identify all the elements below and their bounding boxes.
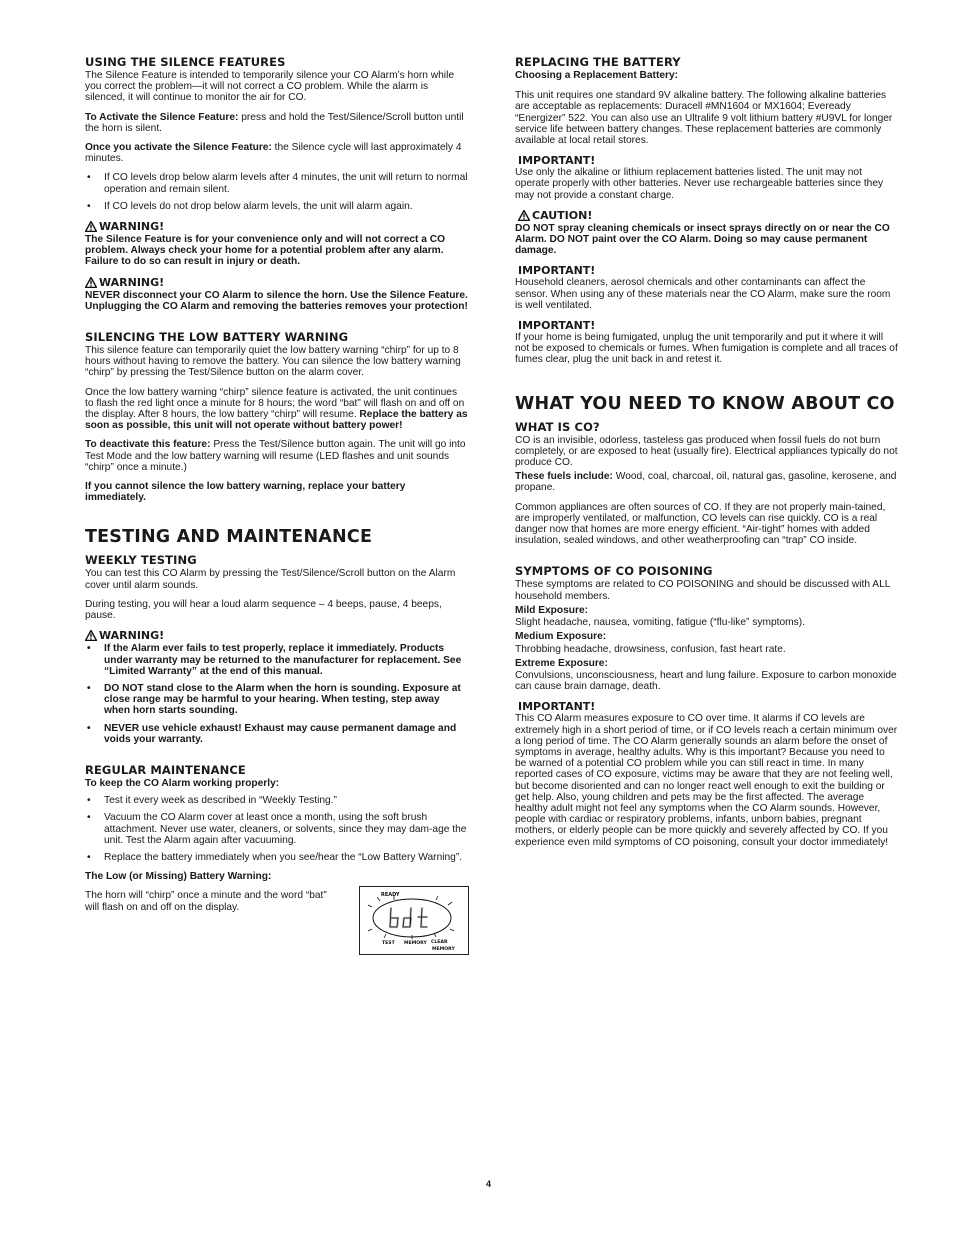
left-column (85, 55, 468, 921)
lowbatt-p4: If you cannot silence the low battery warning, replace your battery immediately. (85, 481, 406, 504)
activate-label: To Activate the Silence Feature: (85, 111, 239, 123)
bat-display-icon (360, 887, 468, 954)
warning-heading (85, 220, 468, 233)
symptoms-heading: SYMPTOMS OF CO POISONING (515, 564, 713, 579)
symptoms-intro: These symptoms are related to CO POISONING and should be discussed with ALL household members. (515, 579, 891, 602)
lcd-display-illustration (359, 886, 469, 955)
ready-label: READY (381, 892, 400, 898)
what-p1: CO is an invisible, odorless, tasteless gas produced when fossil fuels do not burn completely, or are exposed to heat (usually fire). Electrical appliances typically do not produce CO. (515, 434, 898, 469)
important-heading: IMPORTANT! (518, 154, 596, 168)
regular-bullets (85, 795, 468, 863)
once-label: Once you activate the Silence Feature: (85, 142, 272, 154)
regular-heading: REGULAR MAINTENANCE (85, 762, 246, 777)
mild-text: Slight headache, nausea, vomiting, fatigue (“flu-like” symptoms). (515, 617, 805, 629)
clear-memory-label: MEMORY (432, 947, 455, 952)
important-heading: IMPORTANT! (518, 700, 596, 714)
testing-warning-bullets (85, 643, 468, 745)
warning-label: WARNING! (99, 629, 165, 643)
deactivate-text: Press the Test/Silence button again. The unit will go into Test Mode and the low battery warning will resume (LED flashes and unit sounds “chirp” once a minute.) (85, 439, 466, 473)
list-item: • Test it every week as described in “Weekly Testing.” (85, 795, 468, 806)
list-item: • Replace the battery immediately when you see/hear the “Low Battery Warning”. (85, 852, 468, 863)
once-text: the Silence cycle will last approximately 4 minutes. (85, 142, 462, 165)
silence-activate (85, 112, 468, 134)
right-column (515, 55, 898, 856)
important-text: Household cleaners, aerosol chemicals and other contaminants can affect the sensor. When using any of these materials near the CO Alarm, make sure the room is well ventilated. (515, 277, 891, 311)
lowbatt-p2-bold: Replace the battery as soon as possible, this unit will not operate without battery power! (85, 409, 468, 432)
important-heading: IMPORTANT! (518, 264, 596, 278)
battery-heading: REPLACING THE BATTERY (515, 55, 681, 69)
fuels-p (515, 471, 898, 493)
list-item: • NEVER use vehicle exhaust! Exhaust may cause permanent damage and voids your warranty. (85, 723, 468, 745)
warning-triangle-icon (85, 221, 97, 232)
list-item: • If CO levels drop below alarm levels after 4 minutes, the unit will return to normal operation and remain silent. (85, 172, 468, 194)
list-item: • Vacuum the CO Alarm cover at least once a month, using the soft brush attachment. Never use water, cleaners, or solvents, since they may dam-age the unit. Test the Alarm again after vacuuming. (85, 812, 468, 846)
important-heading: IMPORTANT! (518, 319, 596, 333)
warning-text: NEVER disconnect your CO Alarm to silence the horn. Use the Silence Feature. Unplugging the CO Alarm and removing the batteries removes your protection! (85, 289, 468, 312)
lowbatt-p2-text: Once the low battery warning “chirp” silence feature is activated, the unit continues to flash the red light once a minute for 8 hours; the word “bat” will flash on and off on the display. After 8 hours, the low battery “chirp” will resume. (85, 386, 465, 421)
lowbatt-text: The horn will “chirp” once a minute and the word “bat” will flash on and off on the display. (85, 890, 327, 913)
co-title: WHAT YOU NEED TO KNOW ABOUT CO (515, 393, 895, 414)
caution-heading (518, 209, 898, 222)
deactivate-label: To deactivate this feature: (85, 439, 211, 451)
list-item: • If CO levels do not drop below alarm levels, the unit will alarm again. (85, 201, 468, 212)
list-item: • If the Alarm ever fails to test properly, replace it immediately. Products under warranty may be returned to the manufacturer for replacement. See “Limited Warranty” at the end of this manual. (85, 643, 468, 677)
caution-label: CAUTION! (532, 208, 593, 222)
lowbatt-heading: SILENCING THE LOW BATTERY WARNING (85, 330, 349, 345)
list-item: • DO NOT stand close to the Alarm when the horn is sounding. Exposure at close range may be harmful to your hearing. When testing, step away when horn starts sounding. (85, 683, 468, 717)
memory-label: MEMORY (404, 941, 427, 946)
caution-text: DO NOT spray cleaning chemicals or insect sprays directly on or near the CO Alarm. DO NOT paint over the CO Alarm. Doing so may cause permanent damage. (515, 222, 890, 257)
weekly-p2: During testing, you will hear a loud alarm sequence – 4 beeps, pause, 4 beeps, pause. (85, 598, 442, 622)
lowbatt-p1: This silence feature can temporarily quiet the low battery warning “chirp” for up to 8 hours without having to remove the battery. You can silence the low battery warning “chirp” by pressing the Test/Silence button on the alarm cover. (85, 345, 461, 379)
fuels-label: These fuels include: (515, 471, 613, 483)
medium-text: Throbbing headache, drowsiness, confusion, fast heart rate. (515, 643, 786, 655)
warning-triangle-icon (85, 277, 97, 288)
testing-title: TESTING AND MAINTENANCE (85, 527, 373, 548)
extreme-text: Convulsions, unconsciousness, heart and lung failure. Exposure to carbon monoxide can cause brain damage, death. (515, 669, 897, 693)
lowbatt-p2 (85, 387, 468, 432)
important-text: If your home is being fumigated, unplug the unit temporarily and put it where it will not be exposed to chemicals or fumes. When fumigation is complete and all traces of fumes clear, plug the unit back in and retest it. (515, 332, 898, 366)
extreme-label: Extreme Exposure: (515, 657, 608, 669)
warning-label: WARNING! (99, 275, 165, 289)
lowbatt-sub: The Low (or Missing) Battery Warning: (85, 871, 272, 883)
weekly-p1: You can test this CO Alarm by pressing the Test/Silence/Scroll button on the Alarm cover until alarm sounds. (85, 568, 456, 591)
regular-sub: To keep the CO Alarm working properly: (85, 777, 280, 789)
test-label: TEST (382, 941, 395, 946)
battery-p1: This unit requires one standard 9V alkaline battery. The following alkaline batteries are acceptable as replacements: Duracell #MN1604 or MX1604; Eveready “Energizer” 522. You can also use an Ultralife 9 volt lithium battery #U9VL for longer service life between battery changes. These replacement batteries are commonly available at local retail stores. (515, 90, 893, 147)
silence-heading: USING THE SILENCE FEATURES (85, 55, 286, 69)
caution-triangle-icon (518, 210, 530, 221)
warning-label: WARNING! (99, 220, 165, 234)
what-heading: WHAT IS CO? (515, 419, 600, 434)
medium-label: Medium Exposure: (515, 631, 607, 643)
page-number: 4 (486, 1179, 492, 1189)
fuels-text: Wood, coal, charcoal, oil, natural gas, gasoline, kerosene, and propane. (515, 471, 897, 494)
warning-triangle-icon (85, 630, 97, 641)
mild-label: Mild Exposure: (515, 604, 589, 616)
important-text: Use only the alkaline or lithium replacement batteries listed. The unit may not operate properly with other batteries. Never use rechargeable batteries since they may not provide a constant charge. (515, 167, 884, 201)
silence-bullets (85, 172, 468, 212)
activate-text: press and hold the Test/Silence/Scroll button until the horn is silent. (85, 111, 464, 134)
what-p3: Common appliances are often sources of CO. If they are not properly main-tained, are improperly ventilated, or malfunction, CO levels can rise quickly. CO is a real danger now that homes are more energy efficient. “Air-tight” homes with added insulation, sealed windows, and other weatherproofing can “trap” CO inside. (515, 501, 886, 547)
important-text: This CO Alarm measures exposure to CO over time. It alarms if CO levels are extremely high in a short period of time, or if CO levels reach a certain minimum over a long period of time. The CO Alarm generally sounds an alarm before the onset of symptoms in average, healthy adults. Why is this important? Because you need to be warned of a potential CO problem while you can still react in time. In many reported cases of CO exposure, victims may be aware that they are not feeling well, but become disoriented and can no longer react well enough to exit the building or get help. Also, young children and pets may be the first affected. The average healthy adult might not feel any symptoms when the CO Alarm sounds. However, people with cardiac or respiratory problems, infants, unborn babies, pregnant mothers, or elderly people can be more quickly and severely affected by CO. If you experience even mild symptoms of CO poisoning, consult your doctor immediately! (515, 713, 898, 848)
silence-once (85, 142, 468, 164)
battery-sub: Choosing a Replacement Battery: (515, 70, 679, 81)
warning-heading (85, 276, 468, 289)
warning-heading (85, 629, 468, 642)
silence-intro: The Silence Feature is intended to temporarily silence your CO Alarm’s horn while you correct the problem—it will not correct a CO problem. While the alarm is silenced, it will continue to monitor the air for CO. (85, 70, 454, 104)
weekly-heading: WEEKLY TESTING (85, 553, 197, 568)
warning-text: The Silence Feature is for your convenience only and will not correct a CO problem. Always check your home for a potential problem after any alarm. Failure to do so can result in injury or death. (85, 234, 446, 268)
clear-label: CLEAR (431, 940, 448, 945)
lowbatt-p3 (85, 439, 468, 473)
